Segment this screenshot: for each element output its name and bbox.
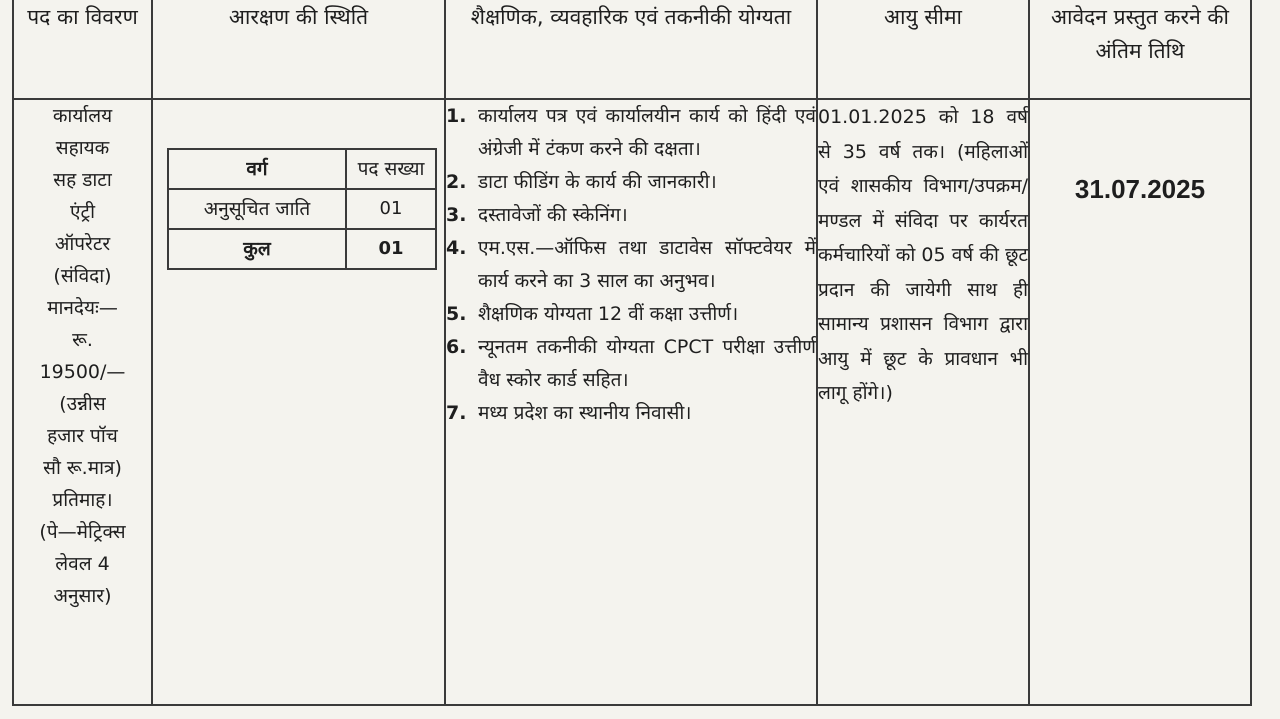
item-text: दस्तावेजों की स्केनिंग। — [478, 204, 628, 226]
qualification-item — [446, 331, 816, 397]
post-line: रू. — [72, 329, 93, 351]
post-line: सौ रू.मात्र) — [43, 457, 122, 479]
post-description — [13, 99, 152, 705]
reservation-total-row — [168, 229, 436, 269]
qualification-item — [446, 100, 816, 166]
last-date-cell — [1029, 99, 1251, 705]
item-number: 5. — [446, 303, 467, 325]
item-number: 7. — [446, 402, 467, 424]
reservation-table — [167, 148, 437, 270]
age-limit-cell: 01.01.2025 को 18 वर्ष से 35 वर्ष तक। (महिलाओं एवं शासकीय विभाग/उपक्रम/ मण्डल में संविदा पर कार्यरत कर्मचारियों को 05 वर्ष की छूट प्रदान की जायेगी साथ ही सामान्य प्रशासन विभाग द्वारा आयु में छूट के प्रावधान भी लागू होंगे।) — [817, 99, 1029, 705]
qualification-item — [446, 298, 816, 331]
qualification-item — [446, 397, 816, 430]
post-line: (उन्नीस — [59, 393, 106, 415]
post-line: हजार पॉच — [47, 425, 118, 447]
item-number: 2. — [446, 171, 467, 193]
item-text: डाटा फीडिंग के कार्य की जानकारी। — [478, 171, 717, 193]
qualification-item — [446, 166, 816, 199]
post-line: (संविदा) — [53, 265, 112, 287]
header-reservation: आरक्षण की स्थिति — [152, 0, 445, 99]
count-header: पद सख्या — [346, 149, 436, 189]
post-line: ऑपरेटर — [54, 233, 111, 255]
post-line: सह डाटा — [53, 169, 112, 191]
item-text: मध्य प्रदेश का स्थानीय निवासी। — [478, 402, 692, 424]
post-line: अनुसार) — [53, 585, 112, 607]
recruitment-table — [12, 0, 1252, 706]
qualification-list — [446, 100, 816, 430]
item-number: 4. — [446, 237, 467, 259]
post-line: लेवल 4 — [55, 553, 110, 575]
qualification-cell — [445, 99, 817, 705]
header-qualification: शैक्षणिक, व्यवहारिक एवं तकनीकी योग्यता — [445, 0, 817, 99]
post-row — [13, 99, 1251, 705]
last-date-value: 31.07.2025 — [1074, 174, 1206, 204]
reservation-cell — [152, 99, 445, 705]
item-number: 6. — [446, 336, 467, 358]
category-cell: अनुसूचित जाति — [168, 189, 346, 229]
header-age-limit: आयु सीमा — [817, 0, 1029, 99]
reservation-row — [168, 189, 436, 229]
qualification-item — [446, 199, 816, 232]
header-post: पद का विवरण — [13, 0, 152, 99]
item-number: 1. — [446, 105, 467, 127]
post-line: एंट्री — [69, 201, 95, 223]
total-value: 01 — [346, 229, 436, 269]
post-line: 19500/— — [39, 361, 126, 383]
total-label: कुल — [168, 229, 346, 269]
post-line: सहायक — [55, 137, 110, 159]
item-number: 3. — [446, 204, 467, 226]
reservation-header-row — [168, 149, 436, 189]
post-line: प्रतिमाह। — [52, 489, 113, 511]
header-row — [13, 0, 1251, 99]
header-last-date: आवेदन प्रस्तुत करने की अंतिम तिथि — [1029, 0, 1251, 99]
count-cell: 01 — [346, 189, 436, 229]
post-line: कार्यालय — [52, 105, 113, 127]
qualification-item — [446, 232, 816, 298]
category-header: वर्ग — [168, 149, 346, 189]
post-line: (पे—मेट्रिक्स — [39, 521, 126, 543]
post-line: मानदेयः— — [47, 297, 118, 319]
item-text: एम.एस.—ऑफिस तथा डाटावेस सॉफ्टवेयर में कार्य करने का 3 साल का अनुभव। — [478, 237, 816, 292]
item-text: कार्यालय पत्र एवं कार्यालयीन कार्य को हिंदी एवं अंग्रेजी में टंकण करने की दक्षता। — [478, 105, 816, 160]
item-text: न्यूनतम तकनीकी योग्यता CPCT परीक्षा उत्तीर्ण वैध स्कोर कार्ड सहित। — [478, 336, 816, 391]
item-text: शैक्षणिक योग्यता 12 वीं कक्षा उत्तीर्ण। — [478, 303, 739, 325]
